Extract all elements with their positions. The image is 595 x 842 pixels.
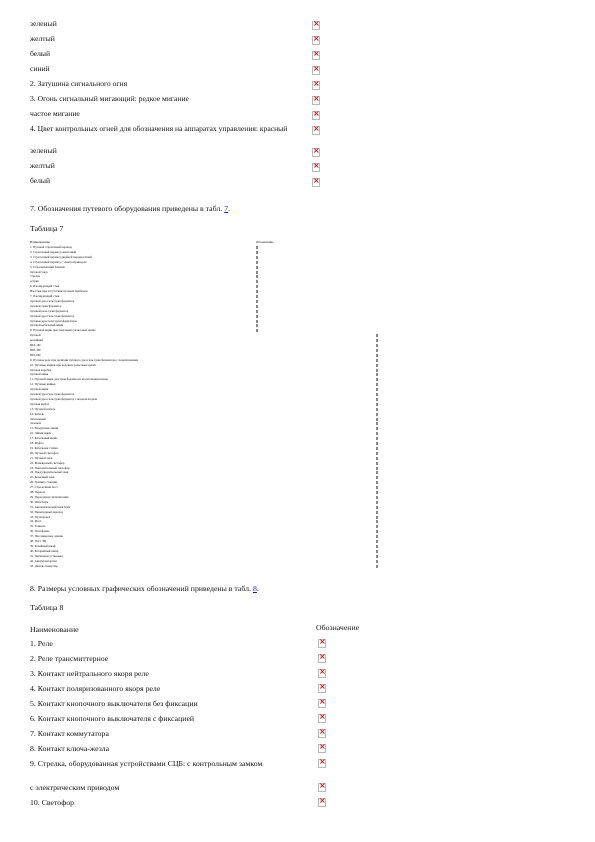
broken-image-icon <box>318 798 326 807</box>
row-label: путевой дроссель-трансформатор <box>30 313 75 318</box>
row-label: 6. Контакт кнопочного выключателя с фиксацией <box>30 714 195 723</box>
table-row <box>30 554 390 559</box>
table-row <box>30 48 330 63</box>
table-row <box>30 299 390 304</box>
symbol-placeholder-icon <box>256 295 258 298</box>
table-row <box>30 417 390 422</box>
row-label: 15. Воздушная линия <box>30 426 59 431</box>
symbol-placeholder-icon <box>376 422 378 425</box>
row-label: 5. Контакт кнопочного выключателя без фиксации <box>30 699 198 708</box>
symbol-placeholder-icon <box>256 261 258 264</box>
table-row <box>30 265 390 270</box>
table-row <box>30 323 390 328</box>
symbol-placeholder-icon <box>376 560 378 563</box>
row-label: путевой дроссель-трансформатор <box>30 392 75 396</box>
table-row <box>30 18 330 33</box>
broken-image-icon <box>318 639 326 648</box>
symbol-placeholder-icon <box>376 373 378 376</box>
table-row <box>30 108 330 123</box>
table-8-caption: Таблица 8 <box>30 603 64 612</box>
symbol-placeholder-icon <box>376 462 378 465</box>
row-label: 3. Стрелочный перевод двойной перекрестный <box>30 254 92 259</box>
table-8-header-name: Наименование <box>30 625 79 634</box>
symbol-sizes-table <box>30 622 360 810</box>
broken-image-icon <box>318 744 326 753</box>
row-label: силовой <box>30 421 41 426</box>
table-row <box>30 260 390 265</box>
symbol-placeholder-icon <box>376 408 378 411</box>
row-label: 4. Контакт поляризованного якоря реле <box>30 684 161 693</box>
table-row <box>30 319 390 324</box>
broken-image-icon <box>318 714 326 723</box>
table-row <box>30 456 390 461</box>
row-label: 27. Стрелочный пост <box>30 485 58 490</box>
table-row <box>30 353 390 358</box>
row-label: 12. Путевые ящики <box>30 382 56 387</box>
row-label: частое мигание <box>30 109 80 118</box>
symbol-placeholder-icon <box>376 481 378 484</box>
table-row <box>30 372 390 377</box>
row-label: 41. Питающая установка <box>30 553 63 558</box>
table-row <box>30 756 340 780</box>
table-row <box>30 304 390 309</box>
symbol-placeholder-icon <box>376 334 378 337</box>
table-7-header-symbol: Обозначение <box>256 240 274 244</box>
broken-image-icon <box>318 654 326 663</box>
table-row <box>30 490 390 495</box>
table-row <box>30 426 390 431</box>
table-row <box>30 145 330 160</box>
row-label: 29. Переездная сигнализация <box>30 494 69 499</box>
row-label: путевой ящик <box>30 372 49 377</box>
table-row <box>30 160 330 175</box>
table-row <box>30 475 390 480</box>
table-row <box>30 780 340 795</box>
row-label: 21. Путевой знак <box>30 455 53 460</box>
symbol-placeholder-icon <box>256 320 258 323</box>
table-row <box>30 436 390 441</box>
table-row <box>30 412 390 417</box>
symbol-placeholder-icon <box>376 378 378 381</box>
row-label: 24. Предупредительный знак <box>30 470 69 475</box>
broken-image-icon <box>312 148 320 157</box>
row-label: путевой <box>30 333 41 338</box>
row-label: 8. Путевой ящик при тональных рельсовых цепях <box>30 328 96 333</box>
table-row <box>30 33 330 48</box>
row-label: 9. Путевое реле при наличии путевого дроссель-трансформатора с подключением <box>30 357 139 362</box>
row-label: желтый <box>30 161 55 170</box>
row-label: 38. Пост ЭЦ <box>30 539 47 543</box>
table-row <box>30 123 330 145</box>
row-label: 11. Путевой ящик для трансформатора на питающем конце <box>30 377 108 382</box>
table-row <box>30 93 330 108</box>
row-label: 28. Переезд <box>30 490 46 494</box>
table-row <box>30 544 390 549</box>
symbol-placeholder-icon <box>376 403 378 406</box>
row-label: 13. Путевой кабель <box>30 406 56 411</box>
row-label: белый <box>30 176 51 185</box>
symbol-placeholder-icon <box>376 535 378 538</box>
row-label: путевая коробка <box>30 367 52 372</box>
symbol-placeholder-icon <box>376 427 378 430</box>
symbol-placeholder-icon <box>256 324 258 327</box>
table-row <box>30 529 390 534</box>
table-row <box>30 795 340 810</box>
table-row <box>30 446 390 451</box>
row-label: белый <box>30 49 51 58</box>
table-row <box>30 274 390 279</box>
table-row <box>30 392 390 397</box>
row-label: синий <box>30 64 50 73</box>
symbol-placeholder-icon <box>376 364 378 367</box>
broken-image-icon <box>312 163 320 172</box>
row-label: 31. Автоматический шлагбаум <box>30 504 71 509</box>
broken-image-icon <box>318 759 326 768</box>
paragraph-8: 8. Размеры условных графических обозначений приведены в табл. 8. <box>30 584 259 593</box>
row-label: 9. Стрелка, оборудованная устройствами СЦБ: с контрольным замком <box>30 759 263 768</box>
row-label: 40. Батарейный шкаф <box>30 548 59 553</box>
row-label: 37. Пассажирское здание <box>30 534 63 539</box>
table-row <box>30 470 390 475</box>
row-label: ШЛ-6М <box>30 352 41 357</box>
table-row <box>30 368 390 373</box>
row-label: релейный <box>30 338 43 343</box>
table-row <box>30 519 390 524</box>
symbol-placeholder-icon <box>256 290 258 293</box>
symbol-placeholder-icon <box>376 388 378 391</box>
symbol-placeholder-icon <box>256 271 258 274</box>
track-equipment-table <box>30 240 390 570</box>
row-label: 1. Путевой стрелочный перевод <box>30 245 72 249</box>
table-row <box>30 549 390 554</box>
symbol-placeholder-icon <box>256 246 258 249</box>
table-row <box>30 726 340 741</box>
symbol-placeholder-icon <box>376 550 378 553</box>
table-row <box>30 348 390 353</box>
row-label: 2. Стрелочный перевод одиночный <box>30 249 77 254</box>
symbol-placeholder-icon <box>376 442 378 445</box>
row-label: 10. Путевые ящики при кодовых рельсовых цепях <box>30 362 96 367</box>
row-label: путевой дроссель-трансформатор <box>30 298 75 303</box>
symbol-placeholder-icon <box>376 496 378 499</box>
row-label: остряк <box>30 279 39 284</box>
symbol-placeholder-icon <box>376 432 378 435</box>
table-row <box>30 559 390 564</box>
row-label: 1. Реле <box>30 639 53 648</box>
symbol-placeholder-icon <box>256 275 258 278</box>
table-row <box>30 358 390 363</box>
row-label: 14. Кабель <box>30 411 44 416</box>
broken-image-icon <box>312 36 320 45</box>
symbol-placeholder-icon <box>376 511 378 514</box>
row-label: 19. Кабельная стойка <box>30 445 58 450</box>
table-row <box>30 480 390 485</box>
table-row <box>30 441 390 446</box>
row-label: 39. Релейный шкаф <box>30 543 56 548</box>
table-row <box>30 451 390 456</box>
row-label: путевой трансформатор <box>30 303 62 308</box>
table-row <box>30 510 390 515</box>
symbol-placeholder-icon <box>376 530 378 533</box>
table-row <box>30 500 390 505</box>
symbol-placeholder-icon <box>256 266 258 269</box>
table-7-header-name: Наименование <box>30 240 50 244</box>
symbol-placeholder-icon <box>256 305 258 308</box>
table-row <box>30 651 340 666</box>
table-row <box>30 681 340 696</box>
table-row <box>30 279 390 284</box>
table-8-header <box>30 622 360 636</box>
table-row <box>30 175 330 190</box>
row-label: 23. Повторительный светофор <box>30 465 70 470</box>
table-row <box>30 505 390 510</box>
table-row <box>30 524 390 529</box>
row-label: 3. Контакт нейтрального якоря реле <box>30 669 149 678</box>
symbol-placeholder-icon <box>256 251 258 254</box>
table-row <box>30 461 390 466</box>
table-row <box>30 338 390 343</box>
table-row <box>30 431 390 436</box>
table-row <box>30 289 390 294</box>
symbol-placeholder-icon <box>376 520 378 523</box>
broken-image-icon <box>318 684 326 693</box>
table-row <box>30 397 390 402</box>
row-label: 20. Путевой светофор <box>30 450 59 455</box>
row-label: 18. Муфта <box>30 441 44 445</box>
row-label: 30. Шлагбаум <box>30 499 49 504</box>
row-label: 7. Изолирующий стык <box>30 294 60 298</box>
row-label: 43. Дизель-генератор <box>30 563 58 568</box>
row-label: 8. Контакт ключа-жезла <box>30 744 110 753</box>
table-7-caption: Таблица 7 <box>30 224 64 233</box>
symbol-placeholder-icon <box>376 398 378 401</box>
row-label: 4. Стрелочный перевод с электроприводом <box>30 259 87 264</box>
row-label: 26. Граница станции <box>30 480 58 485</box>
symbol-placeholder-icon <box>376 506 378 509</box>
broken-image-icon <box>318 699 326 708</box>
broken-image-icon <box>312 81 320 90</box>
row-label: 2. Затушина сигнального огня <box>30 79 128 88</box>
row-label: 22. Маневровый светофор <box>30 460 65 465</box>
table-row <box>30 711 340 726</box>
broken-image-icon <box>312 126 320 135</box>
symbol-placeholder-icon <box>376 418 378 421</box>
table-row <box>30 696 340 711</box>
symbol-placeholder-icon <box>376 413 378 416</box>
symbol-placeholder-icon <box>376 339 378 342</box>
row-label: путевая муфта <box>30 401 50 406</box>
row-label: путевой дроссель-трансформатор с конденсатором <box>30 396 97 401</box>
symbol-placeholder-icon <box>376 447 378 450</box>
row-label: 7. Контакт коммутатора <box>30 729 109 738</box>
table-row <box>30 534 390 539</box>
row-label: зеленый <box>30 146 57 155</box>
broken-image-icon <box>312 178 320 187</box>
table-row <box>30 636 340 651</box>
row-label: 4. Цвет контрольных огней для обозначения на аппаратах управления: красный <box>30 124 288 133</box>
row-label: 10. Светофор <box>30 798 75 807</box>
row-label: 17. Кабельный ящик <box>30 436 58 441</box>
table-row <box>30 294 390 299</box>
table-row <box>30 466 390 471</box>
symbol-placeholder-icon <box>376 491 378 494</box>
symbol-placeholder-icon <box>376 486 378 489</box>
table-row <box>30 421 390 426</box>
table-row <box>30 314 390 319</box>
broken-image-icon <box>318 783 326 792</box>
symbol-placeholder-icon <box>376 344 378 347</box>
table-8-header-symbol: Обозначение <box>316 623 360 632</box>
row-label: путевой упор <box>30 269 48 274</box>
symbol-placeholder-icon <box>376 545 378 548</box>
symbol-placeholder-icon <box>376 555 378 558</box>
table-row <box>30 377 390 382</box>
symbol-placeholder-icon <box>376 471 378 474</box>
row-label: стрелка <box>30 274 41 279</box>
symbol-placeholder-icon <box>256 310 258 313</box>
broken-image-icon <box>312 96 320 105</box>
symbol-placeholder-icon <box>256 329 258 332</box>
table-row <box>30 539 390 544</box>
broken-image-icon <box>318 729 326 738</box>
table-7-link[interactable]: 7 <box>224 204 229 213</box>
symbol-placeholder-icon <box>376 437 378 440</box>
symbol-placeholder-icon <box>376 476 378 479</box>
broken-image-icon <box>312 21 320 30</box>
symbol-placeholder-icon <box>376 516 378 519</box>
row-label: 5. Сбрасывающий башмак <box>30 264 65 269</box>
row-label: зеленый <box>30 19 57 28</box>
symbol-placeholder-icon <box>376 349 378 352</box>
table-row <box>30 250 390 255</box>
table-row <box>30 495 390 500</box>
table-row <box>30 255 390 260</box>
row-label: путевой ящик <box>30 387 49 392</box>
symbol-placeholder-icon <box>376 369 378 372</box>
table-row <box>30 564 390 569</box>
symbol-placeholder-icon <box>256 315 258 318</box>
row-label: путевой кабельный ящик <box>30 323 64 328</box>
row-label: Изостык при отсутствии путевых приборов <box>30 289 88 294</box>
table-row <box>30 270 390 275</box>
broken-image-icon <box>318 669 326 678</box>
table-row <box>30 78 330 93</box>
row-label: 3. Огонь сигнальный мигающий: редкое мигание <box>30 94 189 103</box>
symbol-placeholder-icon <box>256 300 258 303</box>
table-row <box>30 666 340 681</box>
row-label: сигнальный <box>30 416 46 421</box>
symbol-placeholder-icon <box>376 354 378 357</box>
symbol-placeholder-icon <box>376 565 378 568</box>
row-label: 32. Пешеходный переход <box>30 509 63 514</box>
row-label: 34. Мост <box>30 519 42 524</box>
symbol-placeholder-icon <box>376 359 378 362</box>
table-row <box>30 741 340 756</box>
row-label: 33. Путепровод <box>30 514 51 519</box>
row-label: ШЛ-1М <box>30 343 41 347</box>
row-label: 2. Реле трансмиттерное <box>30 654 109 663</box>
table-row <box>30 407 390 412</box>
table-row <box>30 309 390 314</box>
row-label: 35. Тоннель <box>30 524 46 529</box>
table-row <box>30 245 390 250</box>
table-row <box>30 284 390 289</box>
table-row <box>30 363 390 368</box>
row-label: путевые дроссели-трансформаторы <box>30 318 77 323</box>
table-8-link[interactable]: 8 <box>252 584 257 593</box>
symbol-placeholder-icon <box>376 393 378 396</box>
table-row <box>30 333 390 338</box>
broken-image-icon <box>312 51 320 60</box>
table-row <box>30 387 390 392</box>
broken-image-icon <box>312 111 320 120</box>
symbol-placeholder-icon <box>256 285 258 288</box>
symbol-placeholder-icon <box>376 467 378 470</box>
table-row <box>30 328 390 333</box>
row-label: 36. Платформа <box>30 529 50 534</box>
row-label: 25. Конечный знак <box>30 475 55 480</box>
row-label: 16. Линия связи <box>30 431 51 436</box>
symbol-placeholder-icon <box>376 452 378 455</box>
symbol-placeholder-icon <box>376 501 378 504</box>
symbol-placeholder-icon <box>376 525 378 528</box>
signal-lights-table <box>30 18 330 190</box>
symbol-placeholder-icon <box>376 540 378 543</box>
symbol-placeholder-icon <box>256 256 258 259</box>
row-label: 42. Аккумуляторная <box>30 558 57 563</box>
paragraph-7: 7. Обозначения путевого оборудования приведены в табл. 7. <box>30 204 231 213</box>
table-row <box>30 343 390 348</box>
broken-image-icon <box>312 66 320 75</box>
symbol-placeholder-icon <box>376 457 378 460</box>
row-label: ШЛ-3М <box>30 347 41 352</box>
symbol-placeholder-icon <box>376 383 378 386</box>
table-row <box>30 485 390 490</box>
row-label: путевой реле-трансформатор <box>30 308 69 313</box>
symbol-placeholder-icon <box>256 280 258 283</box>
table-row <box>30 515 390 520</box>
table-row <box>30 63 330 78</box>
table-row <box>30 402 390 407</box>
row-label: с электрическим приводом <box>30 783 120 792</box>
row-label: желтый <box>30 34 55 43</box>
row-label: 6. Изолирующий стык <box>30 284 60 289</box>
table-row <box>30 382 390 387</box>
